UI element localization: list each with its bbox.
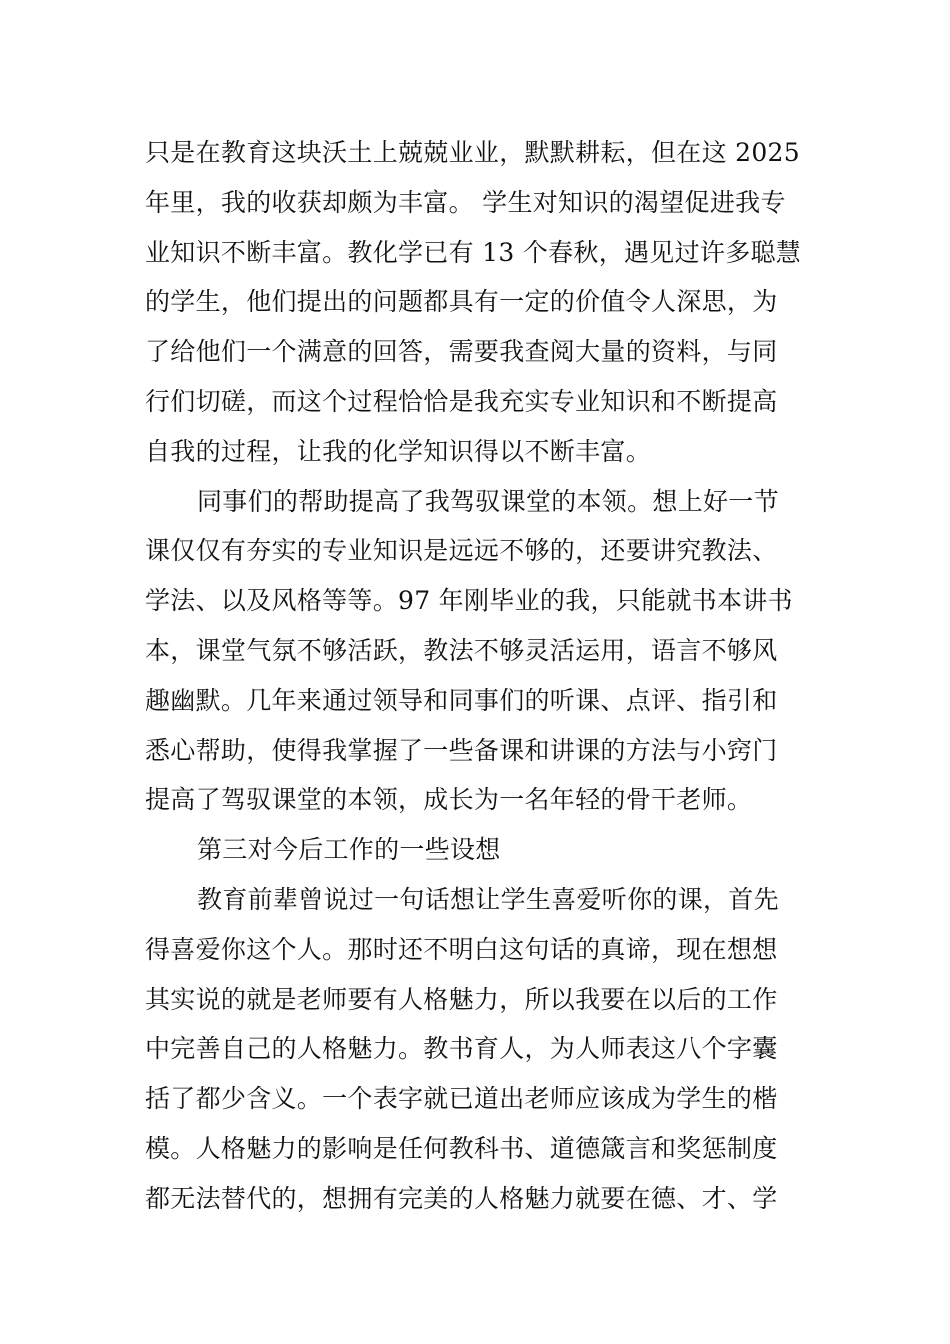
text-line: 悉心帮助，使得我掌握了一些备课和讲课的方法与小窍门 bbox=[145, 735, 778, 765]
text-line: 趣幽默。几年来通过领导和同事们的听课、点评、指引和 bbox=[145, 685, 778, 715]
text-line: 模。人格魅力的影响是任何教科书、道德箴言和奖惩制度 bbox=[145, 1133, 778, 1163]
text-line: 课仅仅有夯实的专业知识是远远不够的，还要讲究教法、 bbox=[145, 536, 778, 566]
text-line: 都无法替代的，想拥有完美的人格魅力就要在德、才、学 bbox=[145, 1183, 778, 1213]
text-line: 得喜爱你这个人。那时还不明白这句话的真谛，现在想想 bbox=[145, 934, 778, 964]
paragraph-start-line: 同事们的帮助提高了我驾驭课堂的本领。想上好一节 bbox=[197, 486, 779, 516]
text-line: 的学生，他们提出的问题都具有一定的价值令人深思，为 bbox=[145, 287, 778, 317]
section-heading: 第三对今后工作的一些设想 bbox=[197, 835, 501, 865]
text-line: 年里，我的收获却颇为丰富。 学生对知识的渴望促进我专 bbox=[145, 187, 786, 217]
paragraph-start-line: 教育前辈曾说过一句话想让学生喜爱听你的课，首先 bbox=[197, 884, 779, 914]
text-line: 括了都少含义。一个表字就已道出老师应该成为学生的楷 bbox=[145, 1084, 778, 1114]
text-line: 中完善自己的人格魅力。教书育人，为人师表这八个字囊 bbox=[145, 1034, 778, 1064]
text-line: 只是在教育这块沃土上兢兢业业，默默耕耘，但在这 2025 bbox=[145, 138, 800, 167]
text-line: 本，课堂气氛不够活跃，教法不够灵活运用，语言不够风 bbox=[145, 635, 778, 665]
text-line: 了给他们一个满意的回答，需要我查阅大量的资料，与同 bbox=[145, 337, 778, 367]
text-line: 自我的过程，让我的化学知识得以不断丰富。 bbox=[145, 436, 652, 466]
text-line: 行们切磋，而这个过程恰恰是我充实专业知识和不断提高 bbox=[145, 386, 778, 416]
text-line: 业知识不断丰富。教化学已有 13 个春秋，遇见过许多聪慧 bbox=[145, 237, 802, 267]
text-line: 其实说的就是老师要有人格魅力，所以我要在以后的工作 bbox=[145, 984, 778, 1014]
body-text bbox=[145, 128, 810, 1224]
text-line: 学法、以及风格等等。97 年刚毕业的我，只能就书本讲书 bbox=[145, 586, 793, 616]
text-line: 提高了驾驭课堂的本领，成长为一名年轻的骨干老师。 bbox=[145, 785, 753, 815]
